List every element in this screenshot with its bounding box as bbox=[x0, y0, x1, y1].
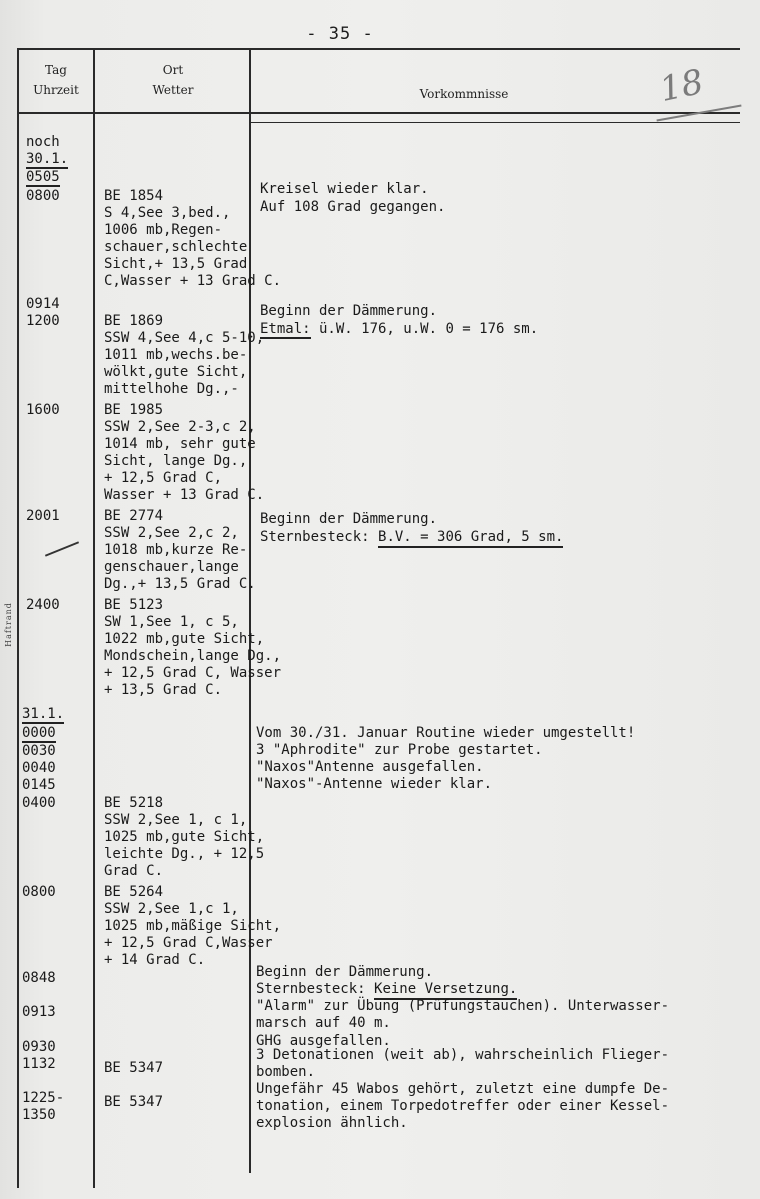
ort-line: Mondschein,lange Dg., bbox=[104, 648, 282, 664]
event-line: 3 Detonationen (weit ab), wahrscheinlich Flieger- bbox=[256, 1047, 670, 1063]
ort-line: + 12,5 Grad C,Wasser bbox=[104, 935, 273, 951]
ort-line: 1018 mb,kurze Re- bbox=[104, 542, 248, 558]
ort-line: 1025 mb,gute Sicht, bbox=[104, 829, 265, 845]
event-line: Auf 108 Grad gegangen. bbox=[260, 199, 446, 215]
archive-stamp-number: 18 bbox=[656, 61, 707, 111]
event-line: "Naxos"Antenne ausgefallen. bbox=[256, 759, 484, 775]
ort-line: S 4,See 3,bed., bbox=[104, 205, 231, 221]
event-line bbox=[260, 529, 563, 545]
ort-line: Dg.,+ 13,5 Grad C. bbox=[104, 576, 256, 592]
sternbesteck-value: B.V. = 306 Grad, 5 sm. bbox=[378, 529, 563, 548]
time-entry: 0000 bbox=[22, 725, 56, 741]
ort-line: 1006 mb,Regen- bbox=[104, 222, 223, 238]
ort-line: BE 2774 bbox=[104, 508, 164, 524]
header-ort: Ort Wetter bbox=[152, 63, 194, 97]
header-bottom-rule-2 bbox=[250, 122, 740, 123]
ort-line: BE 5347 bbox=[104, 1060, 164, 1076]
ort-line: BE 5123 bbox=[104, 597, 164, 613]
ort-line: SSW 2,See 2-3,c 2, bbox=[104, 419, 256, 435]
ort-line: BE 5264 bbox=[104, 884, 164, 900]
time-entry: 1132 bbox=[22, 1056, 56, 1072]
ort-line: Sicht, lange Dg., bbox=[104, 453, 248, 469]
ort-line: + 14 Grad C. bbox=[104, 952, 206, 968]
ort-line: BE 1869 bbox=[104, 313, 164, 329]
ort-line: 1011 mb,wechs.be- bbox=[104, 347, 248, 363]
event-line: Beginn der Dämmerung. bbox=[260, 303, 438, 319]
ort-line: + 12,5 Grad C, Wasser bbox=[104, 665, 282, 681]
event-line bbox=[256, 981, 517, 997]
time-entry: 0030 bbox=[22, 743, 56, 759]
event-line: Kreisel wieder klar. bbox=[260, 181, 429, 197]
event-line: Vom 30./31. Januar Routine wieder umgestellt! bbox=[256, 725, 636, 741]
ort-line: BE 1854 bbox=[104, 188, 164, 204]
ort-line: leichte Dg., + 12,5 bbox=[104, 846, 265, 862]
ort-line: BE 5347 bbox=[104, 1094, 164, 1110]
date-entry: 31.1. bbox=[22, 706, 65, 722]
event-line: explosion ähnlich. bbox=[256, 1115, 408, 1131]
ort-line: + 12,5 Grad C, bbox=[104, 470, 223, 486]
header-tag: Tag Uhrzeit bbox=[33, 63, 79, 97]
ort-line: BE 1985 bbox=[104, 402, 164, 418]
time-entry: 2400 bbox=[26, 597, 60, 613]
ort-line: Wasser + 13 Grad C. bbox=[104, 487, 265, 503]
event-line: Beginn der Dämmerung. bbox=[256, 964, 434, 980]
time-entry: 1225- bbox=[22, 1090, 65, 1106]
ort-line: Grad C. bbox=[104, 863, 164, 879]
left-border bbox=[17, 48, 19, 1188]
time-entry: 1350 bbox=[22, 1107, 56, 1123]
header-vorkommnisse: Vorkommnisse bbox=[419, 87, 509, 101]
etmal-text: ü.W. 176, u.W. 0 = 176 sm. bbox=[310, 321, 539, 337]
time-entry: 0800 bbox=[26, 188, 60, 204]
ort-line: SSW 4,See 4,c 5-10, bbox=[104, 330, 265, 346]
ort-line: SW 1,See 1, c 5, bbox=[104, 614, 239, 630]
time-entry: 0505 bbox=[26, 169, 60, 185]
time-entry: 0848 bbox=[22, 970, 56, 986]
time-entry: 0040 bbox=[22, 760, 56, 776]
event-line: "Alarm" zur Übung (Prüfungstauchen). Unterwasser- bbox=[256, 998, 670, 1014]
ort-line: 1014 mb, sehr gute bbox=[104, 436, 256, 452]
event-line bbox=[260, 321, 538, 337]
ort-line: + 13,5 Grad C. bbox=[104, 682, 223, 698]
col-divider-1 bbox=[93, 48, 95, 1188]
col-divider-2 bbox=[249, 48, 251, 1173]
sternbesteck-value: Keine Versetzung. bbox=[374, 981, 517, 1000]
date-entry: 30.1. bbox=[26, 151, 69, 167]
ort-line: SSW 2,See 1, c 1, bbox=[104, 812, 248, 828]
ort-line: genschauer,lange bbox=[104, 559, 239, 575]
table-top-rule bbox=[18, 48, 740, 50]
event-line: tonation, einem Torpedotreffer oder einer Kessel- bbox=[256, 1098, 670, 1114]
ort-line: Sicht,+ 13,5 Grad bbox=[104, 256, 248, 272]
sternbesteck-label: Sternbesteck: bbox=[256, 981, 375, 997]
event-line: GHG ausgefallen. bbox=[256, 1033, 391, 1049]
pencil-tick-mark bbox=[45, 541, 79, 556]
etmal-label: Etmal: bbox=[260, 321, 311, 337]
ort-line: schauer,schlechte bbox=[104, 239, 248, 255]
ort-line: 1025 mb,mäßige Sicht, bbox=[104, 918, 282, 934]
ort-line: BE 5218 bbox=[104, 795, 164, 811]
event-line: marsch auf 40 m. bbox=[256, 1015, 391, 1031]
event-line: Ungefähr 45 Wabos gehört, zuletzt eine dumpfe De- bbox=[256, 1081, 670, 1097]
ort-line: C,Wasser + 13 Grad C. bbox=[104, 273, 282, 289]
time-entry: 0914 bbox=[26, 296, 60, 312]
event-line: "Naxos"-Antenne wieder klar. bbox=[256, 776, 493, 792]
ort-line: mittelhohe Dg.,- bbox=[104, 381, 239, 397]
time-entry: 1200 bbox=[26, 313, 60, 329]
time-entry: noch bbox=[26, 134, 60, 150]
time-entry: 0913 bbox=[22, 1004, 56, 1020]
event-line: 3 "Aphrodite" zur Probe gestartet. bbox=[256, 742, 543, 758]
time-entry: 0145 bbox=[22, 777, 56, 793]
event-line: Beginn der Dämmerung. bbox=[260, 511, 438, 527]
time-entry: 2001 bbox=[26, 508, 60, 524]
time-entry: 1600 bbox=[26, 402, 60, 418]
page-number: - 35 - bbox=[306, 24, 374, 44]
ort-line: SSW 2,See 1,c 1, bbox=[104, 901, 239, 917]
ort-line: wölkt,gute Sicht, bbox=[104, 364, 248, 380]
time-entry: 0400 bbox=[22, 795, 56, 811]
time-entry: 0800 bbox=[22, 884, 56, 900]
ort-line: 1022 mb,gute Sicht, bbox=[104, 631, 265, 647]
header-bottom-rule bbox=[18, 112, 740, 114]
time-entry: 0930 bbox=[22, 1039, 56, 1055]
margin-text: Haftrand bbox=[3, 602, 13, 647]
event-line: bomben. bbox=[256, 1064, 316, 1080]
sternbesteck-label: Sternbesteck: bbox=[260, 529, 379, 545]
ort-line: SSW 2,See 2,c 2, bbox=[104, 525, 239, 541]
